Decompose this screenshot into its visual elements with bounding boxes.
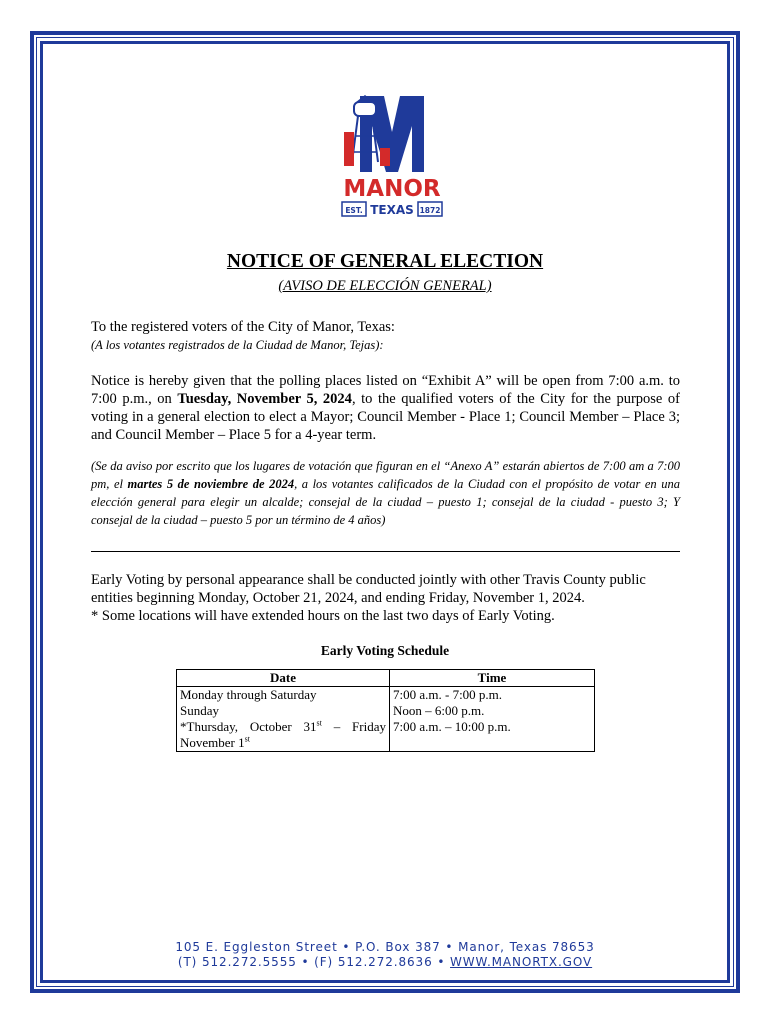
early-voting-schedule-table xyxy=(176,669,595,752)
date-cell: Sunday xyxy=(177,703,390,719)
table-header-row xyxy=(177,670,595,687)
date-line xyxy=(180,719,386,735)
notice-text-end: , to the qualified voters of the City for the purpose of voting in a general election to elect a Mayor; Council Member - Place 1; Council Member – Place 3; and Council Member – Place 5 for a 4-year term. xyxy=(91,391,681,443)
footer-address: 105 E. Eggleston Street • P.O. Box 387 • Manor, Texas 78653 xyxy=(175,940,595,954)
election-date-spanish: martes 5 de noviembre de 2024 xyxy=(127,477,295,491)
table-row xyxy=(177,687,595,704)
date-cell: Monday through Saturday xyxy=(177,687,390,704)
date-cell xyxy=(177,719,390,752)
column-header-date: Date xyxy=(177,670,390,687)
website-link[interactable]: WWW.MANORTX.GOV xyxy=(450,955,593,969)
date-line xyxy=(180,735,386,751)
notice-text-start: Notice is hereby given that the polling places listed on “Exhibit A” will be open from 7:00 a.m. to 7:00 p.m., on xyxy=(91,373,680,407)
early-voting-paragraph xyxy=(91,571,680,625)
section-divider xyxy=(91,551,680,552)
schedule-title: Early Voting Schedule xyxy=(320,643,450,658)
date-text: November 1 xyxy=(180,735,245,750)
election-date: Tuesday, November 5, 2024 xyxy=(177,391,352,407)
table-row xyxy=(177,719,595,752)
ordinal-suffix: st xyxy=(316,718,322,728)
notice-es-text-end: , a los votantes calificados de la Ciudad con el propósito de votar en una elección general para elegir un alcalde; consejal de la ciudad – puesto 1; consejal de la ciudad - puesto 3; Y consejal de la ciudad – puesto 5 por un término de 4 años) xyxy=(91,477,680,527)
footer-phone-fax: (T) 512.272.5555 • (F) 512.272.8636 • xyxy=(177,955,451,969)
date-text: – Friday xyxy=(321,719,386,734)
logo-est: EST. xyxy=(345,206,363,215)
ordinal-suffix: st xyxy=(244,734,250,744)
notice-paragraph-spanish xyxy=(91,457,680,529)
footer-contact xyxy=(0,955,770,969)
time-cell: 7:00 a.m. - 7:00 p.m. xyxy=(390,687,595,704)
extended-hours-note: * Some locations will have extended hours on the last two days of Early Voting. xyxy=(91,608,555,624)
early-voting-text: Early Voting by personal appearance shall be conducted jointly with other Travis County public entities beginning Monday, October 21, 2024, and ending Friday, November 1, 2024. xyxy=(91,572,646,606)
greeting: To the registered voters of the City of Manor, Texas: xyxy=(91,319,395,335)
notice-paragraph xyxy=(91,372,680,444)
logo-text: MANOR xyxy=(343,176,441,202)
logo-year: 1872 xyxy=(419,206,441,215)
table-row xyxy=(177,703,595,719)
time-cell: 7:00 a.m. – 10:00 p.m. xyxy=(390,719,595,752)
logo-state: TEXAS xyxy=(370,203,414,217)
greeting-spanish: (A los votantes registrados de la Ciudad de Manor, Tejas): xyxy=(91,338,384,352)
notice-title: NOTICE OF GENERAL ELECTION xyxy=(226,251,544,272)
notice-subtitle: (AVISO DE ELECCIÓN GENERAL) xyxy=(278,278,492,294)
column-header-time: Time xyxy=(390,670,595,687)
date-text: *Thursday, October 31 xyxy=(180,719,317,734)
time-cell: Noon – 6:00 p.m. xyxy=(390,703,595,719)
city-of-manor-logo xyxy=(336,92,448,218)
notice-es-text-start: (Se da aviso por escrito que los lugares de votación que figuran en el “Anexo A” estarán abiertos de 7:00 am a 7:00 pm, el xyxy=(91,459,680,491)
